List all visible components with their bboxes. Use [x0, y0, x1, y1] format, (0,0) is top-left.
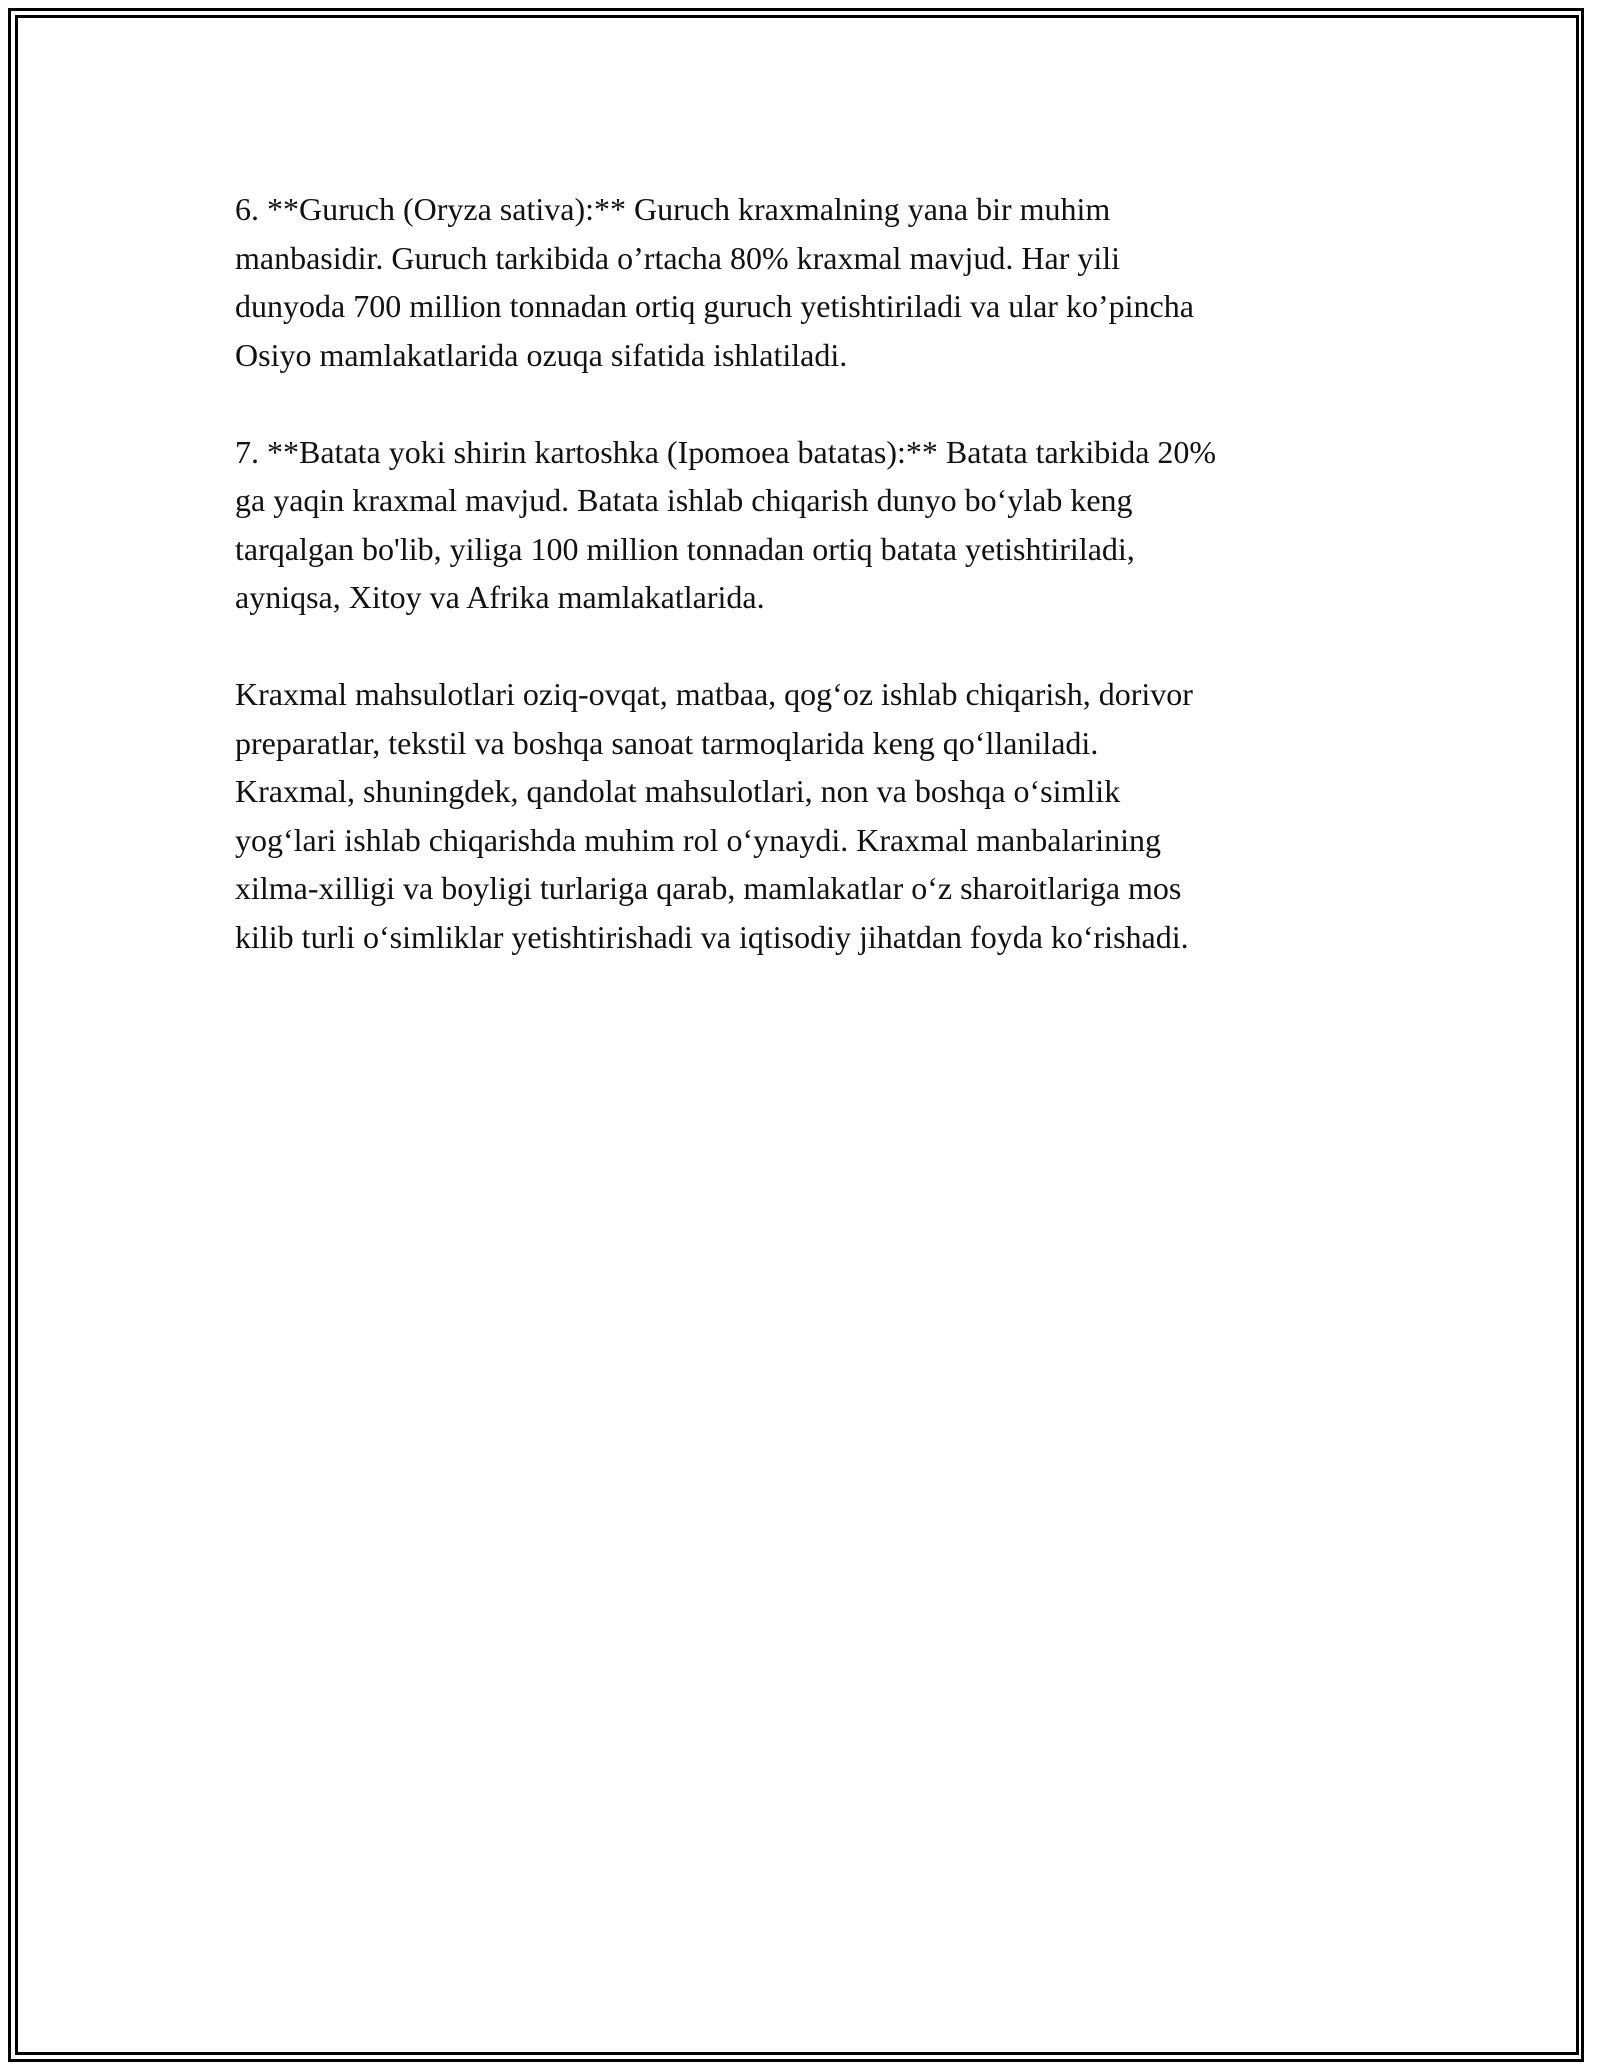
- document-body: [235, 185, 1395, 1010]
- text-line: manbasidir. Guruch tarkibida o’rtacha 80% kraxmal mavjud. Har yili: [235, 239, 1121, 276]
- text-line: dunyoda 700 million tonnadan ortiq guruch yetishtiriladi va ular ko’pincha: [235, 288, 1194, 324]
- paragraph-kraxmal-usage: [235, 670, 1395, 961]
- text-line: 7. **Batata yoki shirin kartoshka (Ipomoea batatas):** Batata tarkibida 20%: [235, 433, 1217, 470]
- text-line: Osiyo mamlakatlarida ozuqa sifatida ishlatiladi.: [235, 336, 848, 373]
- text-line: Kraxmal mahsulotlari oziq-ovqat, matbaa, qog‘oz ishlab chiqarish, dorivor: [235, 676, 1193, 712]
- text-line: Kraxmal, shuningdek, qandolat mahsulotlari, non va boshqa o‘simlik: [235, 773, 1121, 809]
- text-line: yog‘lari ishlab chiqarishda muhim rol o‘ynaydi. Kraxmal manbalarining: [235, 821, 1161, 858]
- text-line: tarqalgan bo'lib, yiliga 100 million tonnadan ortiq batata yetishtiriladi,: [235, 530, 1135, 567]
- text-line: ga yaqin kraxmal mavjud. Batata ishlab chiqarish dunyo bo‘ylab keng: [235, 482, 1133, 518]
- paragraph-batata: [235, 428, 1395, 622]
- paragraph-guruch: [235, 185, 1395, 379]
- text-line: xilma-xilligi va boyligi turlariga qarab, mamlakatlar o‘z sharoitlariga mos: [235, 870, 1182, 906]
- text-line: preparatlar, tekstil va boshqa sanoat tarmoqlarida keng qo‘llaniladi.: [235, 724, 1099, 761]
- text-line: kilib turli o‘simliklar yetishtirishadi va iqtisodiy jihatdan foyda ko‘rishadi.: [235, 918, 1189, 955]
- text-line: ayniqsa, Xitoy va Afrika mamlakatlarida.: [235, 579, 765, 615]
- text-line: 6. **Guruch (Oryza sativa):** Guruch kraxmalning yana bir muhim: [235, 191, 1111, 227]
